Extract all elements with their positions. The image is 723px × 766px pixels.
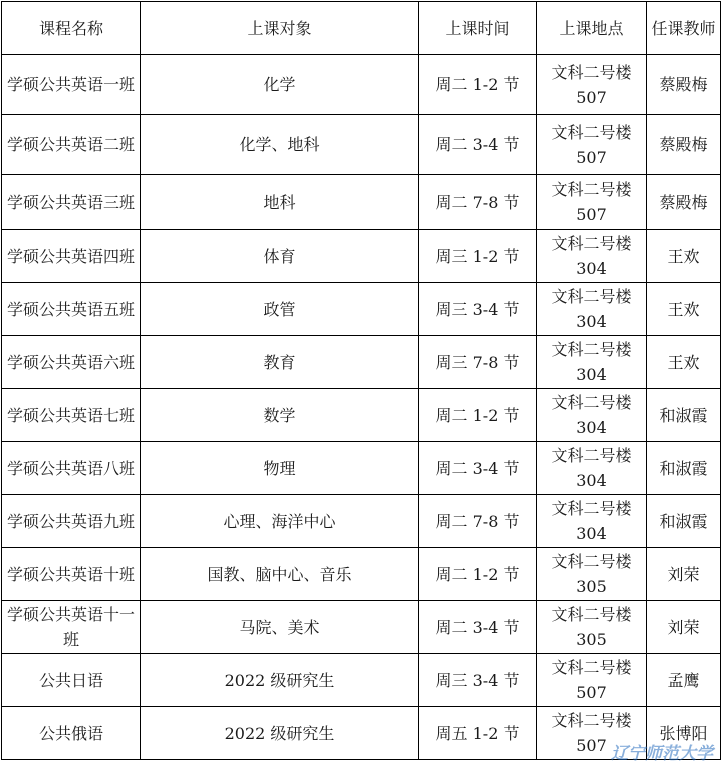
header-row	[2, 2, 721, 55]
table-row	[2, 55, 721, 115]
course-name-cell: 学硕公共英语九班	[2, 495, 141, 548]
course-name-cell: 学硕公共英语四班	[2, 230, 141, 283]
time-cell: 周二 3-4 节	[419, 442, 537, 495]
header-teacher: 任课教师	[647, 2, 721, 55]
location-cell: 文科二号楼 305	[537, 548, 647, 601]
teacher-cell: 刘荣	[647, 548, 721, 601]
course-name-cell: 学硕公共英语十一班	[2, 601, 141, 654]
table-row	[2, 115, 721, 175]
time-cell: 周三 3-4 节	[419, 654, 537, 707]
course-name-cell: 学硕公共英语三班	[2, 175, 141, 230]
header-time: 上课时间	[419, 2, 537, 55]
table-row	[2, 495, 721, 548]
time-cell: 周二 1-2 节	[419, 548, 537, 601]
teacher-cell: 刘荣	[647, 601, 721, 654]
time-cell: 周二 1-2 节	[419, 389, 537, 442]
table-row	[2, 548, 721, 601]
table-row	[2, 601, 721, 654]
time-cell: 周三 1-2 节	[419, 230, 537, 283]
location-cell: 文科二号楼 304	[537, 389, 647, 442]
audience-cell: 国教、脑中心、音乐	[141, 548, 419, 601]
audience-cell: 化学	[141, 55, 419, 115]
course-name-cell: 公共俄语	[2, 707, 141, 760]
table-row	[2, 175, 721, 230]
time-cell: 周三 7-8 节	[419, 336, 537, 389]
audience-cell: 地科	[141, 175, 419, 230]
teacher-cell: 蔡殿梅	[647, 55, 721, 115]
location-cell: 文科二号楼 305	[537, 601, 647, 654]
audience-cell: 政管	[141, 283, 419, 336]
audience-cell: 体育	[141, 230, 419, 283]
course-name-cell: 学硕公共英语五班	[2, 283, 141, 336]
header-audience: 上课对象	[141, 2, 419, 55]
teacher-cell: 王欢	[647, 283, 721, 336]
audience-cell: 心理、海洋中心	[141, 495, 419, 548]
teacher-cell: 王欢	[647, 230, 721, 283]
table-row	[2, 230, 721, 283]
location-cell: 文科二号楼 304	[537, 336, 647, 389]
time-cell: 周二 3-4 节	[419, 115, 537, 175]
teacher-cell: 蔡殿梅	[647, 175, 721, 230]
location-cell: 文科二号楼 304	[537, 283, 647, 336]
teacher-cell: 王欢	[647, 336, 721, 389]
course-name-cell: 学硕公共英语六班	[2, 336, 141, 389]
time-cell: 周二 7-8 节	[419, 175, 537, 230]
teacher-cell: 孟鹰	[647, 654, 721, 707]
course-name-cell: 学硕公共英语七班	[2, 389, 141, 442]
location-cell: 文科二号楼 304	[537, 495, 647, 548]
table-row	[2, 654, 721, 707]
audience-cell: 马院、美术	[141, 601, 419, 654]
teacher-cell: 和淑霞	[647, 442, 721, 495]
time-cell: 周三 3-4 节	[419, 283, 537, 336]
course-name-cell: 学硕公共英语八班	[2, 442, 141, 495]
audience-cell: 2022 级研究生	[141, 654, 419, 707]
header-course-name: 课程名称	[2, 2, 141, 55]
time-cell: 周五 1-2 节	[419, 707, 537, 760]
watermark: 辽宁师范大学	[611, 744, 713, 764]
course-name-cell: 学硕公共英语二班	[2, 115, 141, 175]
teacher-cell: 和淑霞	[647, 495, 721, 548]
location-cell: 文科二号楼 507	[537, 654, 647, 707]
location-cell: 文科二号楼 304	[537, 230, 647, 283]
teacher-cell: 和淑霞	[647, 389, 721, 442]
course-name-cell: 学硕公共英语十班	[2, 548, 141, 601]
table-row	[2, 707, 721, 760]
teacher-cell: 蔡殿梅	[647, 115, 721, 175]
table-row	[2, 283, 721, 336]
course-schedule-table	[1, 1, 721, 760]
course-name-cell: 公共日语	[2, 654, 141, 707]
time-cell: 周二 3-4 节	[419, 601, 537, 654]
audience-cell: 化学、地科	[141, 115, 419, 175]
table-row	[2, 442, 721, 495]
course-name-cell: 学硕公共英语一班	[2, 55, 141, 115]
table-row	[2, 389, 721, 442]
table-row	[2, 336, 721, 389]
location-cell: 文科二号楼 507	[537, 707, 647, 760]
audience-cell: 数学	[141, 389, 419, 442]
location-cell: 文科二号楼 507	[537, 175, 647, 230]
header-location: 上课地点	[537, 2, 647, 55]
time-cell: 周二 7-8 节	[419, 495, 537, 548]
location-cell: 文科二号楼 507	[537, 55, 647, 115]
time-cell: 周二 1-2 节	[419, 55, 537, 115]
location-cell: 文科二号楼 507	[537, 115, 647, 175]
audience-cell: 教育	[141, 336, 419, 389]
audience-cell: 2022 级研究生	[141, 707, 419, 760]
location-cell: 文科二号楼 304	[537, 442, 647, 495]
teacher-cell: 张博阳	[647, 707, 721, 760]
audience-cell: 物理	[141, 442, 419, 495]
